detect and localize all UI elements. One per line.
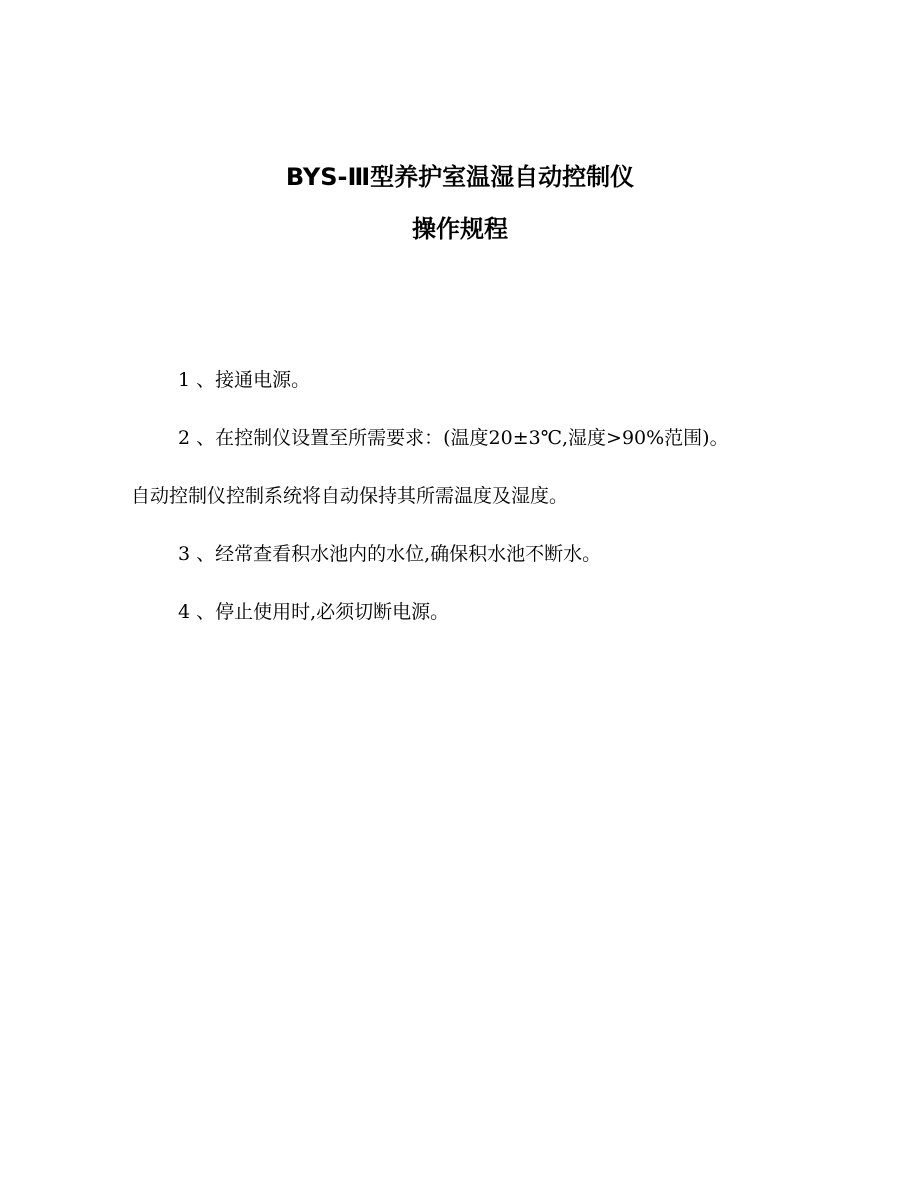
step-4-text: 4 、停止使用时,必须切断电源。	[178, 601, 450, 623]
document-title: BYS-Ⅲ型养护室温湿自动控制仪	[285, 163, 635, 191]
step-2-text: 2 、在控制仪设置至所需要求：(温度20±3℃,湿度>90%范围)。	[178, 427, 729, 449]
step-3-text: 3 、经常查看积水池内的水位,确保积水池不断水。	[178, 543, 602, 565]
document-subtitle: 操作规程	[412, 215, 508, 243]
step-2-continuation-text: 自动控制仪控制系统将自动保持其所需温度及湿度。	[131, 485, 569, 507]
step-1-text: 1 、接通电源。	[178, 369, 311, 391]
